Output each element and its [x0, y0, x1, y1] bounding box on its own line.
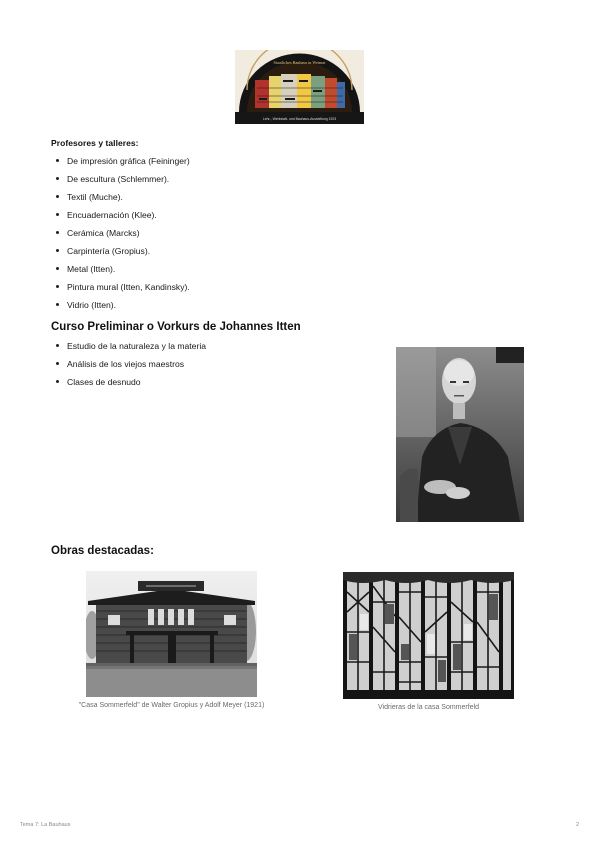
list-item: De escultura (Schlemmer). — [51, 173, 351, 191]
list-item: Cerámica (Marcks) — [51, 227, 351, 245]
casa-sommerfeld-caption: "Casa Sommerfeld" de Walter Gropius y Adolf Meyer (1921) — [78, 702, 265, 709]
footer-title: Tema 7: La Bauhaus — [20, 822, 71, 828]
list-item: Carpintería (Gropius). — [51, 245, 351, 263]
list-item: Análisis de los viejos maestros — [51, 358, 351, 376]
itten-course-list — [51, 340, 351, 394]
teachers-heading: Profesores y talleres: — [51, 138, 139, 148]
bauhaus-manifesto-image — [235, 50, 364, 124]
itten-portrait-photo — [396, 347, 524, 522]
list-item: Textil (Muche). — [51, 191, 351, 209]
works-heading: Obras destacadas: — [51, 545, 154, 557]
page-number: 2 — [576, 822, 580, 828]
manifesto-arc-text: Staatliches Bauhaus in Weimar — [273, 60, 326, 65]
list-item: Clases de desnudo — [51, 376, 351, 394]
list-item: De impresión gráfica (Feininger) — [51, 155, 351, 173]
stained-glass-caption: Vidrieras de la casa Sommerfeld — [377, 704, 480, 711]
list-item: Pintura mural (Itten, Kandinsky). — [51, 281, 351, 299]
list-item: Encuadernación (Klee). — [51, 209, 351, 227]
manifesto-footer-text: Lehr-, Werkstatt- und Bauhaus-Ausstellung 1923 — [262, 117, 337, 121]
teachers-list — [51, 155, 351, 317]
sommerfeld-stained-glass-photo — [343, 572, 514, 699]
list-item: Vidrio (Itten). — [51, 299, 351, 317]
list-item: Estudio de la naturaleza y la materia — [51, 340, 351, 358]
itten-course-heading: Curso Preliminar o Vorkurs de Johannes Itten — [51, 321, 301, 333]
list-item: Metal (Itten). — [51, 263, 351, 281]
casa-sommerfeld-photo — [86, 571, 257, 697]
